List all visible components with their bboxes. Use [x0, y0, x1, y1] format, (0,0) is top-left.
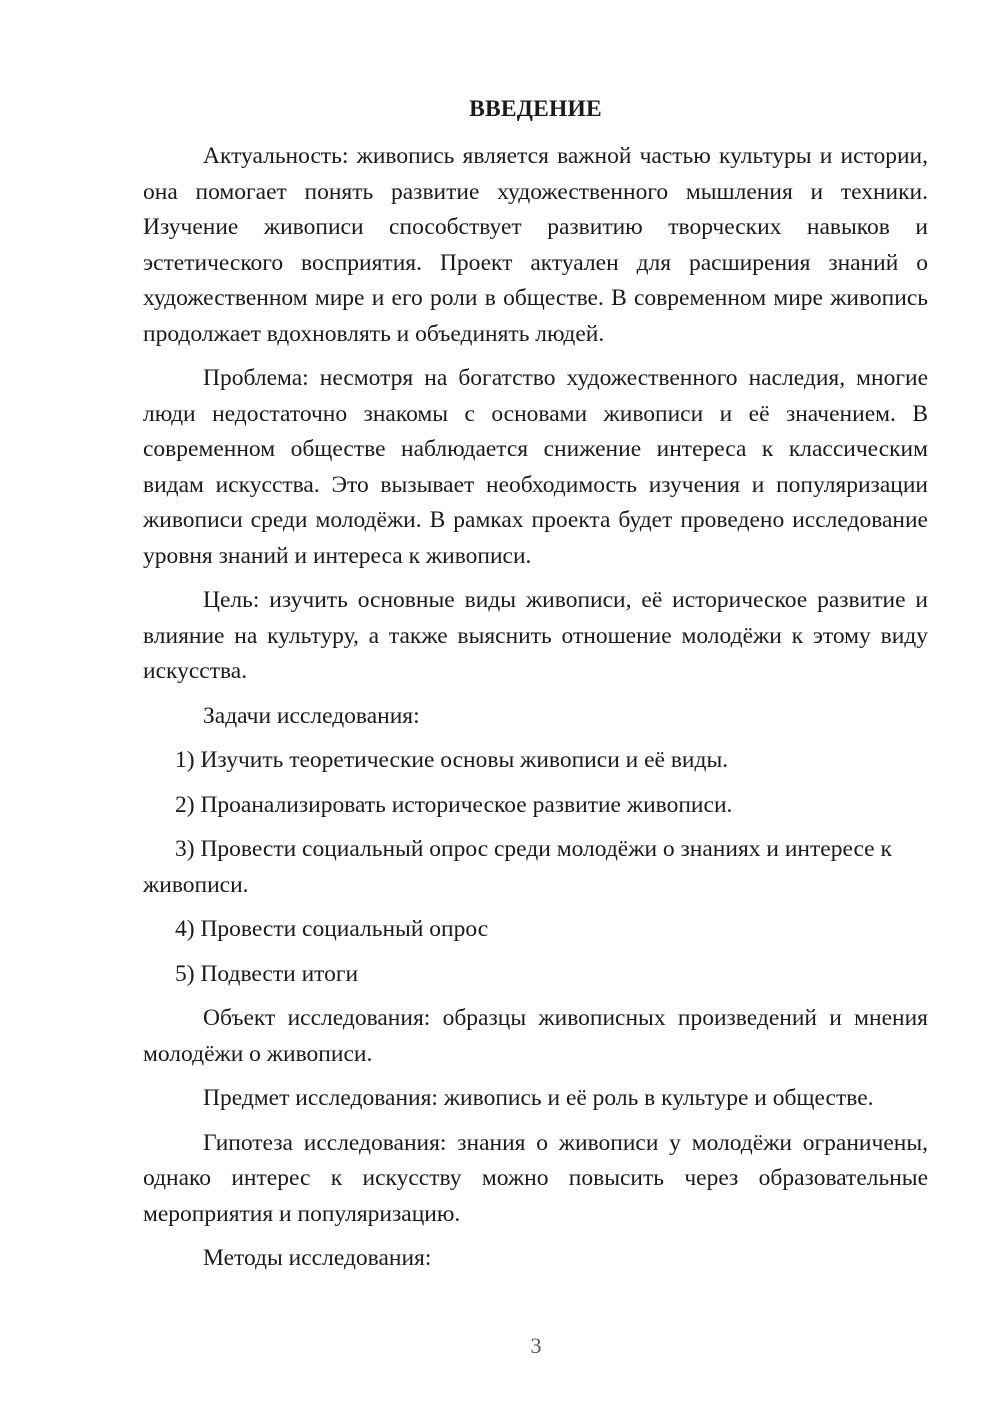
- list-item: 5) Подвести итоги: [175, 960, 359, 987]
- page-title: ВВЕДЕНИЕ: [469, 96, 602, 122]
- tasks-heading: Задачи исследования:: [203, 702, 420, 729]
- paragraph-subject: Предмет исследования: живопись и её роль в культуре и обществе.: [203, 1085, 874, 1111]
- paragraph-object: Объект исследования: образцы живописных произведений и мнения молодёжи о живописи.: [143, 1005, 928, 1067]
- list-item: 4) Провести социальный опрос: [175, 916, 489, 942]
- methods-heading: Методы исследования:: [203, 1245, 432, 1271]
- page-number: 3: [530, 1333, 542, 1358]
- paragraph-relevance: Актуальность: живопись является важной частью культуры и истории, она помогает понять развитие художественного мышления и техники. Изучение живописи способствует развитию творческих навыков и эстетического восприятия. Проект актуален для расширения знаний о художественном мире и его роли в обществе. В современном мире живопись продолжает вдохновлять и объединять людей.: [143, 143, 928, 347]
- document-page: [143, 92, 928, 1286]
- paragraph-problem: Проблема: несмотря на богатство художественного наследия, многие люди недостаточно знакомы с основами живописи и её значением. В современном обществе наблюдается снижение интереса к классическим видам искусства. Это вызывает необходимость изучения и популяризации живописи среди молодёжи. В рамках проекта будет проведено исследование уровня знаний и интереса к живописи.: [143, 365, 928, 569]
- list-item: 2) Проанализировать историческое развитие живописи.: [175, 791, 733, 818]
- list-item: 3) Провести социальный опрос среди молодёжи о знаниях и интересе к живописи.: [143, 836, 892, 898]
- list-item: 1) Изучить теоретические основы живописи и её виды.: [175, 747, 729, 773]
- paragraph-hypothesis: Гипотеза исследования: знания о живописи у молодёжи ограничены, однако интерес к искусству можно повысить через образовательные мероприятия и популяризацию.: [143, 1129, 928, 1227]
- paragraph-goal: Цель: изучить основные виды живописи, её историческое развитие и влияние на культуру, а также выяснить отношение молодёжи к этому виду искусства.: [143, 587, 928, 684]
